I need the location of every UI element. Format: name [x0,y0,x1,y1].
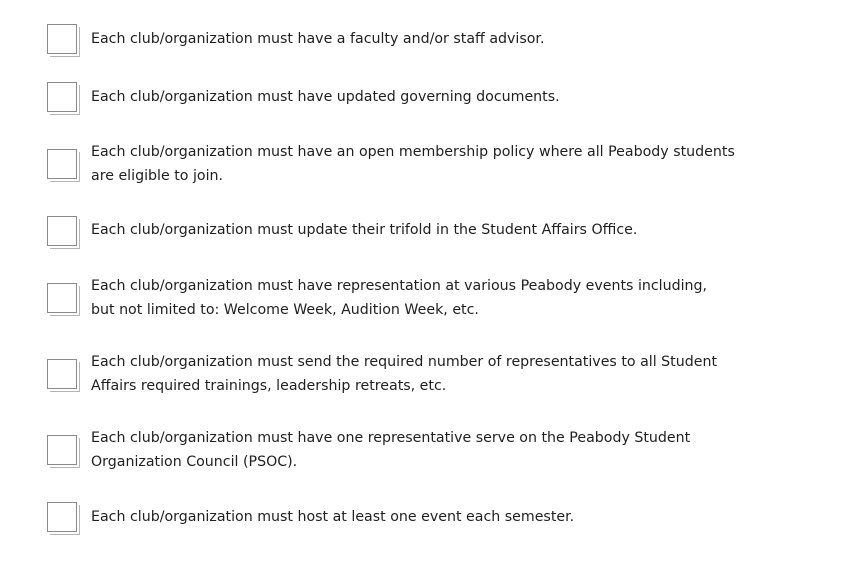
requirement-label [91,140,735,188]
requirement-text-line: Each club/organization must update their trifold in the Student Affairs Office. [91,222,638,238]
requirement-text-line: Each club/organization must have an open membership policy where all Peabody students [91,144,735,160]
requirement-text-line: Each club/organization must have one representative serve on the Peabody Student [91,430,691,446]
requirement-label [91,350,717,398]
requirement-checkbox[interactable] [47,149,77,179]
requirement-text-line: Each club/organization must have a faculty and/or staff advisor. [91,31,545,47]
requirement-checkbox[interactable] [47,283,77,313]
requirement-checkbox[interactable] [47,502,77,532]
requirement-text-line: Each club/organization must have representation at various Peabody events including, [91,278,708,294]
requirement-text-line: are eligible to join. [91,168,224,184]
requirement-text-line: Each club/organization must host at least one event each semester. [91,509,575,525]
requirement-text-line: Each club/organization must send the required number of representatives to all Student [91,354,718,370]
requirement-label [91,85,560,109]
requirement-checkbox[interactable] [47,435,77,465]
requirement-label [91,27,544,51]
requirement-label [91,218,637,242]
requirement-label [91,505,574,529]
requirement-text-line: Organization Council (PSOC). [91,454,298,470]
requirement-text-line: Each club/organization must have updated governing documents. [91,89,560,105]
requirement-checkbox[interactable] [47,216,77,246]
requirement-text-line: Affairs required trainings, leadership retreats, etc. [91,378,447,394]
requirement-text-line: but not limited to: Welcome Week, Audition Week, etc. [91,302,479,318]
requirement-checkbox[interactable] [47,24,77,54]
requirement-checkbox[interactable] [47,82,77,112]
requirement-checkbox[interactable] [47,359,77,389]
requirement-label [91,426,690,474]
requirement-label [91,274,707,322]
